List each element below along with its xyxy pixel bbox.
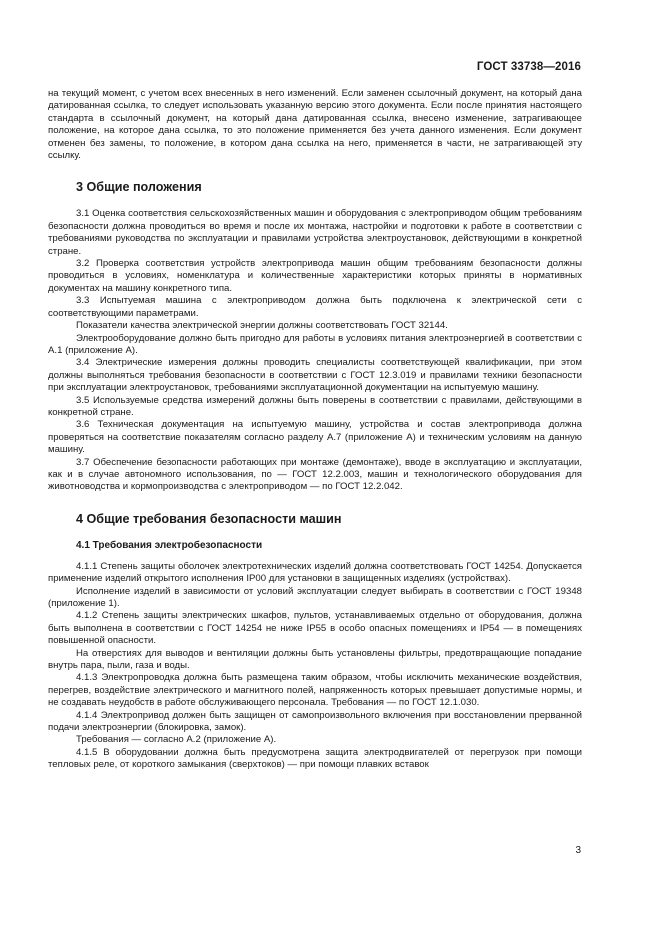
paragraph-4-1-1: 4.1.1 Степень защиты оболочек электротехнических изделий должна соответствовать ГОСТ 14254. Допускается применение изделий открытого исполнения IP00 для установки в защищенных изделиях (устройствах).	[48, 560, 582, 585]
paragraph-3-3-equipment: Электрооборудование должно быть пригодно для работы в условиях питания электроэнергией в соответствии с А.1 (приложение А).	[48, 332, 582, 356]
paragraph-4-1-3: 4.1.3 Электропроводка должна быть размещена таким образом, чтобы исключить механические воздействия, перегрев, воздействие электрического и магнитного полей, напряженность которых превышает допустимые нормы, и не создавать неудобств в работе обслуживающего персонала. Требования — по ГОСТ 12.1.030.	[48, 672, 582, 709]
paragraph-4-1-4-requirements: Требования — согласно А.2 (приложение А).	[76, 734, 277, 746]
intro-paragraph: на текущий момент, с учетом всех внесенных в него изменений. Если заменен ссылочный документ, на который дана датированная ссылка, то следует использовать указанную версию этого документа. Если после принятия настоящего стандарта в ссылочный документ, на который дана датированная ссылка, внесено изменение, затрагивающее положение, на которое дана ссылка, то это положение применяется без учета данного изменения. Если документ отменен без замены, то положение, в котором дана ссылка на него, применяется в части, не затрагивающей эту ссылку.	[48, 88, 582, 162]
paragraph-4-1-4: 4.1.4 Электропривод должен быть защищен от самопроизвольного включения при восстановлении прерванной подачи электроэнергии (блокировка, замок).	[48, 709, 582, 734]
paragraph-3-7: 3.7 Обеспечение безопасности работающих при монтаже (демонтаже), вводе в эксплуатацию и эксплуатации, как и в случае автономного использования, по — ГОСТ 12.2.003, машин и технологического оборудования для животноводства и кормопроизводства с электроприводом — по ГОСТ 12.2.042.	[48, 456, 582, 493]
section-3-heading: 3 Общие положения	[76, 180, 202, 195]
section-4-heading: 4 Общие требования безопасности машин	[76, 511, 342, 526]
paragraph-3-4: 3.4 Электрические измерения должны проводить специалисты соответствующей квалификации, при этом должны выполняться требования безопасности в соответствии с ГОСТ 12.3.019 и правилами техники безопасности при эксплуатации электроустановок, требованиями эксплуатационной документации на испытуемую машину.	[48, 357, 582, 394]
paragraph-3-3-quality: Показатели качества электрической энергии должны соответствовать ГОСТ 32144.	[76, 320, 448, 332]
paragraph-4-1-5: 4.1.5 В оборудовании должна быть предусмотрена защита электродвигателей от перегрузок при помощи тепловых реле, от короткого замыкания (сверхтоков) — при помощи плавких вставок	[48, 746, 582, 771]
paragraph-4-1-2: 4.1.2 Степень защиты электрических шкафов, пультов, устанавливаемых отдельно от оборудования, должна быть выполнена в соответствии с ГОСТ 14254 не ниже IP55 в особо опасных помещениях и IP54 — в помещениях повышенной опасности.	[48, 610, 582, 647]
paragraph-3-2: 3.2 Проверка соответствия устройств электропривода машин общим требованиям безопасности должны проводиться в условиях, номенклатура и количественные характеристики которых приняты в нормативных документах на машину конкретного типа.	[48, 258, 582, 294]
document-code: ГОСТ 33738—2016	[476, 61, 581, 73]
paragraph-3-6: 3.6 Техническая документация на испытуемую машину, устройства и состав электропривода должна проверяться на соответствие показателям согласно разделу А.7 (приложение А) и техническим условиям на данную машину.	[48, 419, 582, 456]
paragraph-3-3: 3.3 Испытуемая машина с электроприводом должна быть подключена к электрической сети с соответствующими параметрами.	[48, 295, 582, 319]
page-body	[48, 88, 582, 772]
paragraph-4-1-2-filters: На отверстиях для выводов и вентиляции должны быть установлены фильтры, предотвращающие попадание внутрь пара, пыли, газа и воды.	[48, 647, 582, 672]
paragraph-3-1: 3.1 Оценка соответствия сельскохозяйственных машин и оборудования с электроприводом общим требованиям безопасности должна проводиться во время и после их монтажа, настройки и подготовки к работе в соответствии с требованиями руководства по эксплуатации и правилами устройства электроустановок, действующими в конкретной стране.	[48, 208, 582, 257]
paragraph-3-5: 3.5 Используемые средства измерений должны быть поверены в соответствии с правилами, действующими в конкретной стране.	[48, 394, 582, 418]
page-number: 3	[575, 845, 581, 856]
paragraph-4-1-1-execution: Исполнение изделий в зависимости от условий эксплуатации следует выбирать в соответствии с ГОСТ 19348 (приложение 1).	[48, 585, 582, 609]
subsection-4-1-heading: 4.1 Требования электробезопасности	[76, 539, 263, 551]
